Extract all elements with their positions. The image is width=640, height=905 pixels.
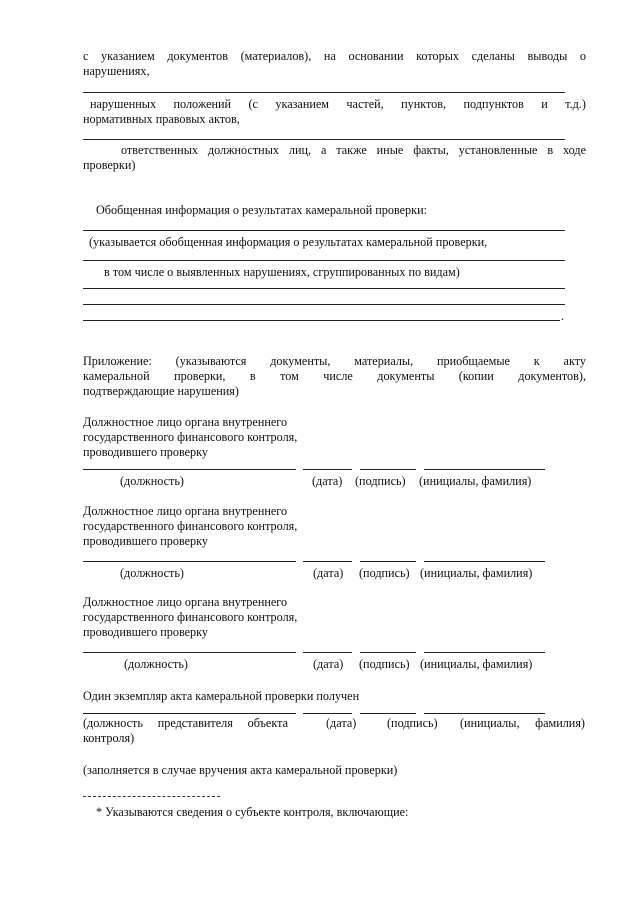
appendix-line-2: камеральной проверки, в том числе документы (копии документов), bbox=[83, 369, 586, 383]
signature-line bbox=[360, 561, 416, 562]
signer-2-signature-caption: (подпись) bbox=[359, 566, 410, 580]
name-line bbox=[424, 561, 545, 562]
fill-line bbox=[83, 92, 565, 93]
signer-2-title-1: Должностное лицо органа внутреннего bbox=[83, 504, 288, 518]
fill-line bbox=[83, 288, 565, 289]
signer-1-name-caption: (инициалы, фамилия) bbox=[419, 474, 532, 488]
name-line bbox=[424, 713, 545, 714]
violated-line-1: нарушенных положений (с указанием частей, пунктов, подпунктов и т.д.) bbox=[90, 97, 586, 111]
signer-1-title-1: Должностное лицо органа внутреннего bbox=[83, 415, 288, 429]
position-line bbox=[83, 652, 296, 653]
signature-line bbox=[360, 469, 416, 470]
position-line bbox=[83, 561, 296, 562]
basis-line-1: с указанием документов (материалов), на основании которых сделаны выводы о bbox=[83, 49, 586, 63]
signer-3-title-1: Должностное лицо органа внутреннего bbox=[83, 595, 288, 609]
officials-line-2: проверки) bbox=[83, 158, 136, 172]
signer-3-signature-caption: (подпись) bbox=[359, 657, 410, 671]
signature-line bbox=[360, 713, 416, 714]
receipt-note: (заполняется в случае вручения акта камеральной проверки) bbox=[83, 763, 398, 777]
fill-line bbox=[83, 230, 565, 231]
receipt-position-caption-1: (должность представителя объекта bbox=[83, 716, 288, 730]
signer-3-title-2: государственного финансового контроля, bbox=[83, 610, 298, 624]
summary-end-dot: . bbox=[561, 309, 565, 323]
receipt-title: Один экземпляр акта камеральной проверки получен bbox=[83, 689, 360, 703]
position-line bbox=[83, 469, 296, 470]
summary-hint-2: в том числе о выявленных нарушениях, сгруппированных по видам) bbox=[104, 265, 460, 279]
appendix-line-1: Приложение: (указываются документы, материалы, приобщаемые к акту bbox=[83, 354, 586, 368]
signer-3-name-caption: (инициалы, фамилия) bbox=[420, 657, 533, 671]
signer-1-position-caption: (должность) bbox=[120, 474, 184, 488]
date-line bbox=[303, 713, 352, 714]
signer-1-title-2: государственного финансового контроля, bbox=[83, 430, 298, 444]
date-line bbox=[303, 469, 352, 470]
fill-line bbox=[83, 320, 560, 321]
name-line bbox=[424, 469, 545, 470]
summary-heading: Обобщенная информация о результатах камеральной проверки: bbox=[96, 203, 427, 217]
signer-1-signature-caption: (подпись) bbox=[355, 474, 406, 488]
appendix-line-3: подтверждающие нарушения) bbox=[83, 384, 239, 398]
date-line bbox=[303, 561, 352, 562]
receipt-date-caption: (дата) bbox=[326, 716, 357, 730]
officials-line-1: ответственных должностных лиц, а также иные факты, установленные в ходе bbox=[121, 143, 586, 157]
signer-2-name-caption: (инициалы, фамилия) bbox=[420, 566, 533, 580]
footnote-text: * Указываются сведения о субъекте контроля, включающие: bbox=[96, 805, 409, 819]
violated-line-2: нормативных правовых актов, bbox=[83, 112, 240, 126]
signer-1-title-3: проводившего проверку bbox=[83, 445, 208, 459]
signer-3-title-3: проводившего проверку bbox=[83, 625, 208, 639]
summary-hint-1: (указывается обобщенная информация о результатах камеральной проверки, bbox=[89, 235, 488, 249]
footnote-separator bbox=[83, 796, 220, 797]
receipt-signature-caption: (подпись) bbox=[387, 716, 438, 730]
signer-2-position-caption: (должность) bbox=[120, 566, 184, 580]
receipt-position-caption-2: контроля) bbox=[83, 731, 135, 745]
receipt-name-caption: (инициалы, фамилия) bbox=[460, 716, 585, 730]
position-line bbox=[83, 713, 296, 714]
signer-2-title-2: государственного финансового контроля, bbox=[83, 519, 298, 533]
basis-line-2: нарушениях, bbox=[83, 64, 150, 78]
fill-line bbox=[83, 139, 565, 140]
signer-2-date-caption: (дата) bbox=[313, 566, 344, 580]
fill-line bbox=[83, 260, 565, 261]
signer-2-title-3: проводившего проверку bbox=[83, 534, 208, 548]
signature-line bbox=[360, 652, 416, 653]
name-line bbox=[424, 652, 545, 653]
signer-3-date-caption: (дата) bbox=[313, 657, 344, 671]
date-line bbox=[303, 652, 352, 653]
fill-line bbox=[83, 304, 565, 305]
signer-3-position-caption: (должность) bbox=[124, 657, 188, 671]
signer-1-date-caption: (дата) bbox=[312, 474, 343, 488]
